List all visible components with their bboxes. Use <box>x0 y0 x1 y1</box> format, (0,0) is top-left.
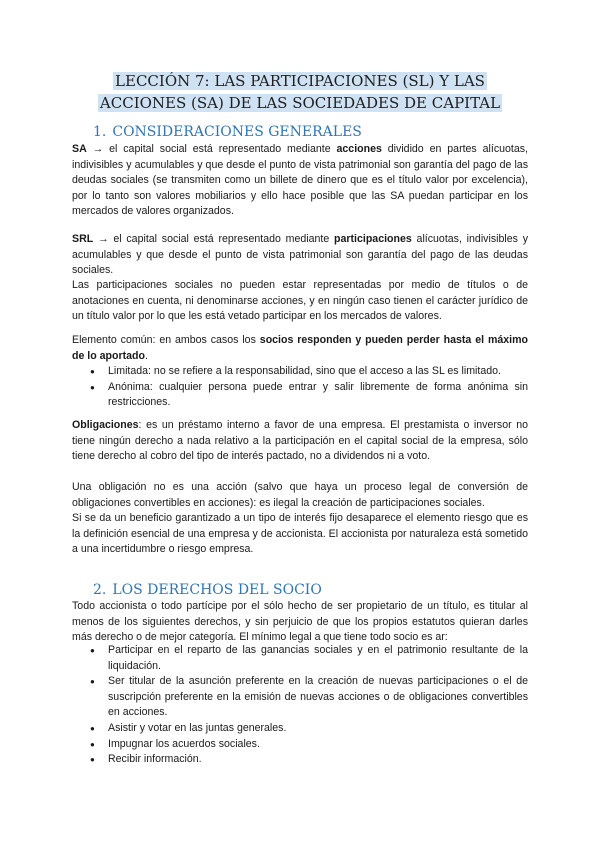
section-1-heading <box>93 124 362 140</box>
list-item: ● Impugnar los acuerdos sociales. <box>90 737 528 753</box>
title-line-1: LECCIÓN 7: LAS PARTICIPACIONES (SL) Y LAS <box>115 72 485 90</box>
obligacion-paragraph-1: Una obligación no es una acción (salvo que haya un proceso legal de conversión de obligaciones convertibles en acciones): es ilegal la creación de participaciones sociales. <box>72 481 528 509</box>
section-2-title: LOS DERECHOS DEL SOCIO <box>112 582 322 598</box>
sa-label: SA <box>72 143 87 155</box>
srl-text-2: alícuotas, indivisibles y acumulables y que desde el punto de vista patrimonial son garantía del pago de las deudas sociales. <box>72 233 528 277</box>
obligaciones-text: : es un préstamo interno a favor de una empresa. El prestamista o inversor no tiene ningún derecho a nada relativo a la participación en el capital social de la empresa, sólo tiene derecho al cobro del tipo de interés pactado, no a dividendos ni a voto. <box>72 419 528 463</box>
common-element-paragraph <box>72 333 528 364</box>
lesson-title <box>60 70 540 114</box>
obligaciones-paragraph <box>72 418 528 465</box>
common-text-2: . <box>144 349 148 362</box>
srl-text-1: → el capital social está representado mediante <box>93 233 335 245</box>
list-item: ● Anónima: cualquier persona puede entrar y salir libremente de forma anónima sin restricciones. <box>90 380 528 411</box>
obligacion-paragraph-2: Si se da un beneficio garantizado a un tipo de interés fijo desaparece el elemento riesgo que es la definición esencial de una empresa y de accionista. El accionista por naturaleza está sometido a una incertidumbre o riesgo empresa. <box>72 512 528 556</box>
title-line-2: ACCIONES (SA) DE LAS SOCIEDADES DE CAPITAL <box>99 94 501 112</box>
section-2-intro: Todo accionista o todo partícipe por el sólo hecho de ser propietario de un título, es titular al menos de los siguientes derechos, y sin perjuicio de que los propios estatutos quieran darles más derecho o de mejor categoría. El mínimo legal a que tiene todo socio es ar: <box>72 600 528 644</box>
srl-paragraph <box>72 232 528 279</box>
list-item: ● Limitada: no se refiere a la responsabilidad, sino que el acceso a las SL es limitado. <box>90 364 528 380</box>
rights-bullet-list <box>90 643 528 768</box>
list-item: ● Participar en el reparto de las ganancias sociales y en el patrimonio resultante de la liquidación. <box>90 643 528 674</box>
sa-text-1: → el capital social está representado mediante <box>86 143 337 155</box>
srl-bold: participaciones <box>334 233 412 245</box>
common-bullet-list <box>90 364 528 411</box>
sa-text-2: dividido en partes alícuotas, indivisibles y acumulables y que desde el punto de vista patrimonial son garantía del pago de las deudas sociales (se transmiten como un billete de dinero que es el título valor por excelencia), por lo tanto son valores mobiliarios y ello hace posible que las SA puedan participar en los mercados de valores organizados. <box>72 143 528 218</box>
list-item: ● Asistir y votar en las juntas generales. <box>90 721 528 737</box>
section-1-number: 1. <box>93 124 107 140</box>
section-2-number: 2. <box>93 582 107 598</box>
section-2-heading <box>93 582 322 598</box>
list-item: ● Recibir información. <box>90 752 528 768</box>
srl-label: SRL <box>72 233 94 245</box>
common-text-1: Elemento común: en ambos casos los <box>72 334 260 346</box>
list-item: ● Ser titular de la asunción preferente en la creación de nuevas participaciones o el de suscripción preferente en la emisión de nuevas acciones o de obligaciones convertibles en acciones. <box>90 674 528 721</box>
section-1-title: CONSIDERACIONES GENERALES <box>112 124 362 140</box>
obligaciones-bold: Obligaciones <box>72 419 139 431</box>
common-bold: socios responden y pueden perder hasta el máximo de lo aportado <box>72 334 528 362</box>
sa-paragraph <box>72 142 528 220</box>
sa-bold: acciones <box>336 143 382 155</box>
participaciones-paragraph: Las participaciones sociales no pueden estar representadas por medio de títulos o de anotaciones en cuenta, ni denominarse acciones, y en ningún caso tienen el carácter jurídico de un título valor por lo que les está vetado participar en los mercados de valores. <box>72 279 528 323</box>
